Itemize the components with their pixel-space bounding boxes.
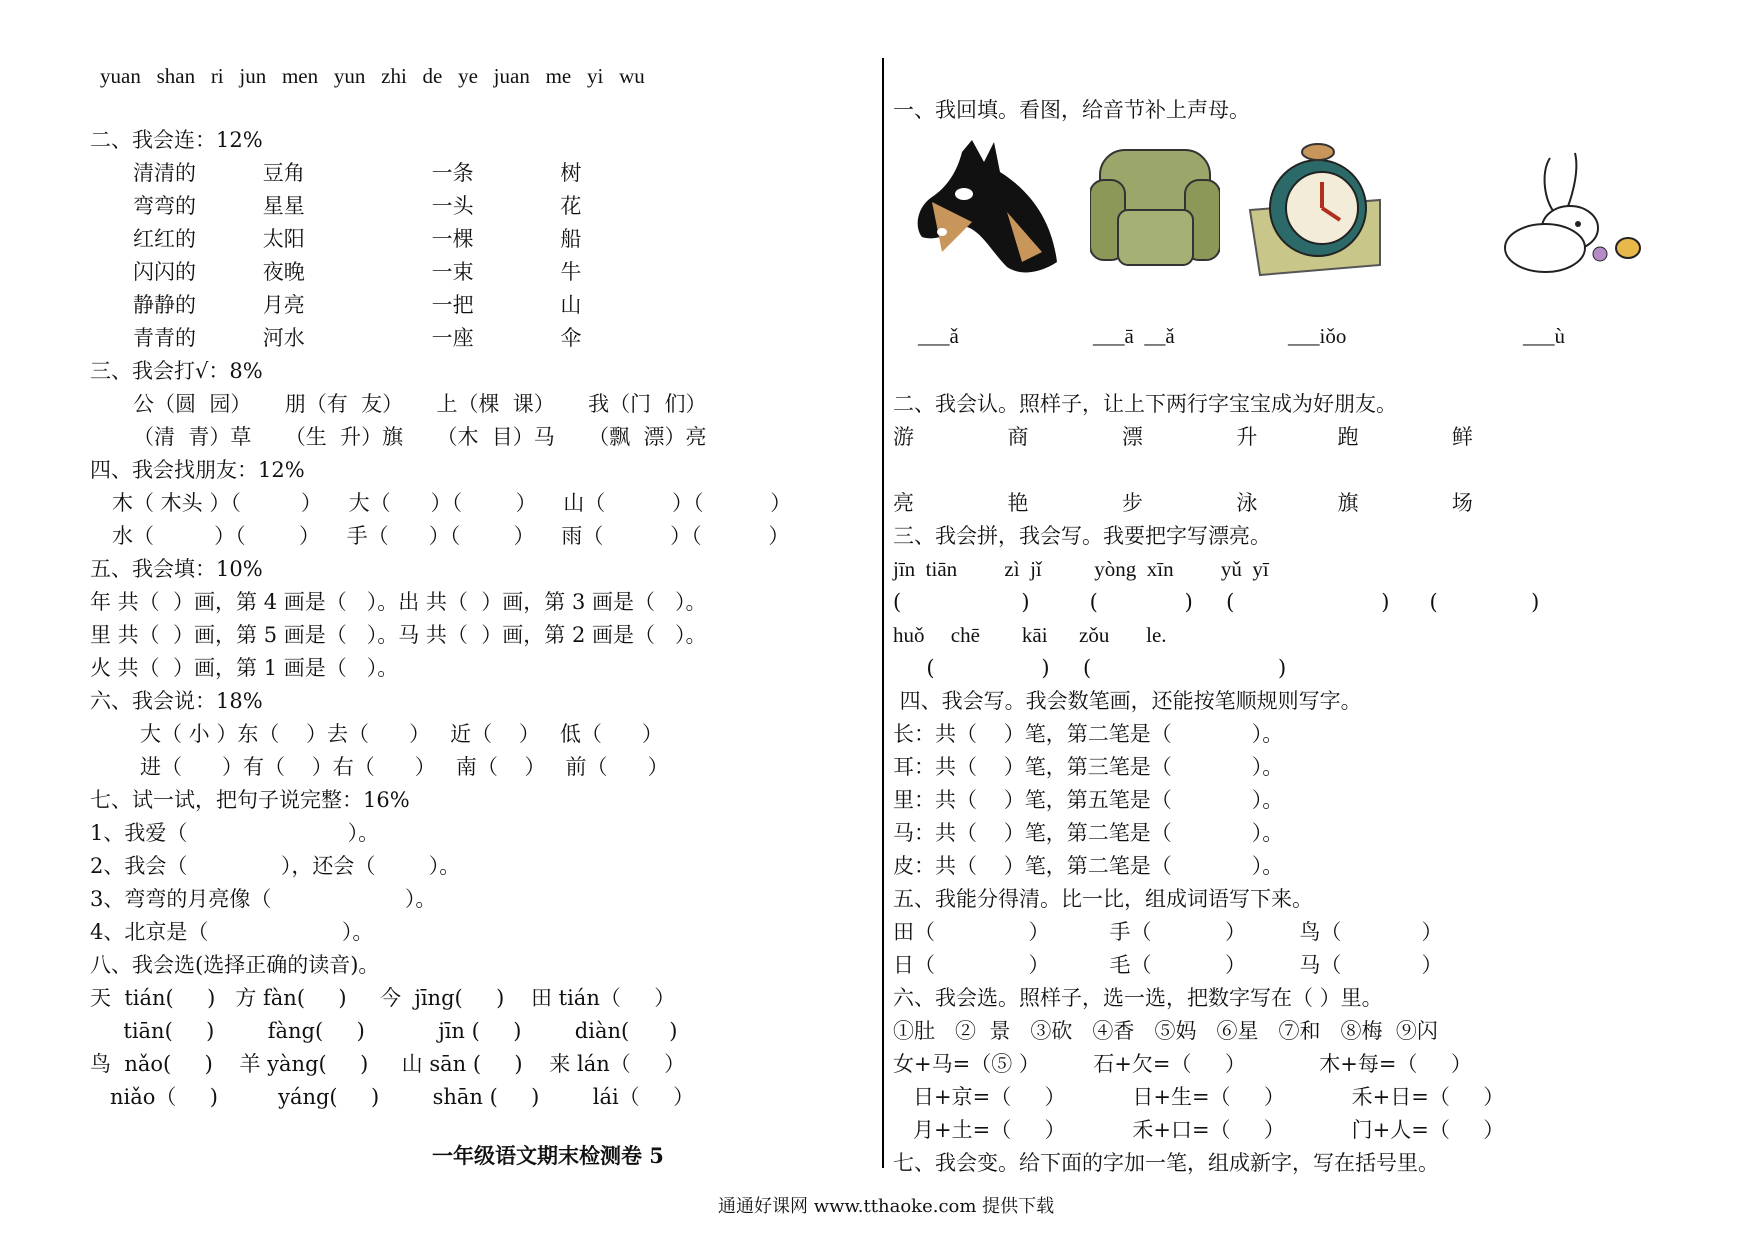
- pinyin-row: yuan shan ri jun men yun zhi de ye juan me yi wu: [100, 64, 645, 88]
- reading-row: 鸟 nǎo( ) 羊 yàng( ) 山 sān ( ) 来 lán（ ）: [90, 1052, 686, 1076]
- friends-row: 木（ 木头 ）（ ） 大（ ）（ ） 山（ ）（ ）: [112, 491, 792, 515]
- stroke-row: 火 共（ ）画，第 1 画是（ ）。: [90, 656, 399, 680]
- stroke-row: 里 共（ ）画，第 5 画是（ ）。马 共（ ）画，第 2 画是（ ）。: [90, 623, 707, 647]
- right-section-7-heading: 七、我会变。给下面的字加一笔，组成新字，写在括号里。: [893, 1151, 1439, 1175]
- right-section-4-heading: 四、我会写。我会数笔画，还能按笔顺规则写字。: [893, 689, 1362, 713]
- match-row: 闪闪的 夜晚 一束 牛: [133, 260, 582, 284]
- compose-row: 日+京=（ ） 日+生=（ ） 禾+日=（ ）: [893, 1085, 1505, 1109]
- stroke-count-row: 皮：共（ ）笔，第二笔是（ ）。: [893, 854, 1284, 878]
- footer-credit: 通通好课网 www.tthaoke.com 提供下载: [718, 1196, 1055, 1217]
- pinyin-row: huǒ chē kāi zǒu le.: [893, 623, 1167, 647]
- answer-parentheses-row: ( ) ( ) ( ) ( ): [893, 590, 1540, 614]
- match-row: 红红的 太阳 一棵 船: [133, 227, 582, 251]
- alarm-clock-illustration: [1240, 140, 1390, 280]
- sentence-row: 2、我会（ ），还会（ ）。: [90, 854, 461, 878]
- section-7-heading: 七、试一试，把句子说完整：16%: [90, 788, 410, 812]
- section-3-heading: 三、我会打√：8%: [90, 359, 263, 383]
- reading-row: 天 tián( ) 方 fàn( ) 今 jīng( ) 田 tián（ ）: [90, 986, 676, 1010]
- section-5-heading: 五、我会填：10%: [90, 557, 263, 581]
- right-section-2-heading: 二、我会认。照样子，让上下两行字宝宝成为好朋友。: [893, 392, 1397, 416]
- initial-blank: ___iǒo: [1288, 324, 1347, 348]
- match-row: 弯弯的 星星 一头 花: [133, 194, 582, 218]
- column-divider: [882, 58, 884, 1168]
- compose-row: 女+马=（⑤ ） 石+欠=（ ） 木+每=（ ）: [893, 1052, 1472, 1076]
- sentence-row: 1、我爱（ ）。: [90, 821, 380, 845]
- section-6-heading: 六、我会说：18%: [90, 689, 263, 713]
- antonym-row: 进（ ）有（ ）右（ ） 南（ ） 前（ ）: [140, 755, 669, 779]
- sofa-illustration: [1090, 140, 1220, 280]
- initial-blank: ___ǎ: [918, 324, 959, 348]
- match-row: 静静的 月亮 一把 山: [133, 293, 582, 317]
- compare-row: 日（ ） 毛（ ） 马（ ）: [893, 953, 1443, 977]
- rabbit-illustration: [1500, 148, 1670, 278]
- match-row: 青青的 河水 一座 伞: [133, 326, 582, 350]
- options-row: ①肚 ② 景 ③砍 ④香 ⑤妈 ⑥星 ⑦和 ⑧梅 ⑨闪: [893, 1019, 1438, 1043]
- initial-blank: ___ā __ǎ: [1093, 324, 1175, 348]
- reading-row: tiān( ) fàng( ) jīn ( ) diàn( ): [90, 1019, 678, 1043]
- character-row-top: 游 商 漂 升 跑 鲜: [893, 425, 1473, 449]
- answer-parentheses-row: ( ) ( ): [893, 656, 1287, 680]
- horse-head-illustration: [912, 132, 1062, 282]
- stroke-row: 年 共（ ）画，第 4 画是（ ）。出 共（ ）画，第 3 画是（ ）。: [90, 590, 707, 614]
- section-8-heading: 八、我会选(选择正确的读音)。: [90, 953, 380, 977]
- right-section-5-heading: 五、我能分得清。比一比，组成词语写下来。: [893, 887, 1313, 911]
- compose-row: 月+土=（ ） 禾+口=（ ） 门+人=（ ）: [893, 1118, 1505, 1142]
- tick-row: 公（圆 园） 朋（有 友） 上（棵 课） 我（门 们）: [133, 392, 707, 416]
- tick-row: （清 青）草 （生 升）旗 （木 目）马 （飘 漂）亮: [133, 425, 707, 449]
- initial-blank: ___ù: [1523, 324, 1565, 348]
- stroke-count-row: 耳：共（ ）笔，第三笔是（ ）。: [893, 755, 1284, 779]
- pinyin-row: jīn tiān zì jǐ yòng xīn yǔ yī: [893, 557, 1269, 581]
- sentence-row: 4、北京是（ ）。: [90, 920, 374, 944]
- section-4-heading: 四、我会找朋友：12%: [90, 458, 305, 482]
- right-section-3-heading: 三、我会拼，我会写。我要把字写漂亮。: [893, 524, 1271, 548]
- stroke-count-row: 马：共（ ）笔，第二笔是（ ）。: [893, 821, 1284, 845]
- stroke-count-row: 长：共（ ）笔，第二笔是（ ）。: [893, 722, 1284, 746]
- compare-row: 田（ ） 手（ ） 鸟（ ）: [893, 920, 1443, 944]
- stroke-count-row: 里：共（ ）笔，第五笔是（ ）。: [893, 788, 1284, 812]
- friends-row: 水（ ）（ ） 手（ ）（ ） 雨（ ）（ ）: [112, 524, 790, 548]
- character-row-bottom: 亮 艳 步 泳 旗 场: [893, 491, 1473, 515]
- paper-title: 一年级语文期末检测卷 5: [432, 1143, 664, 1168]
- sentence-row: 3、弯弯的月亮像（ ）。: [90, 887, 437, 911]
- right-section-6-heading: 六、我会选。照样子，选一选，把数字写在（ ）里。: [893, 986, 1383, 1010]
- right-section-1-heading: 一、我回填。看图，给音节补上声母。: [893, 98, 1250, 122]
- section-2-heading: 二、我会连：12%: [90, 128, 263, 152]
- match-row: 清清的 豆角 一条 树: [133, 161, 582, 185]
- reading-row: niǎo（ ) yáng( ) shān ( ) lái（ ）: [90, 1085, 695, 1109]
- antonym-row: 大（ 小 ）东（ ）去（ ） 近（ ） 低（ ）: [140, 722, 663, 746]
